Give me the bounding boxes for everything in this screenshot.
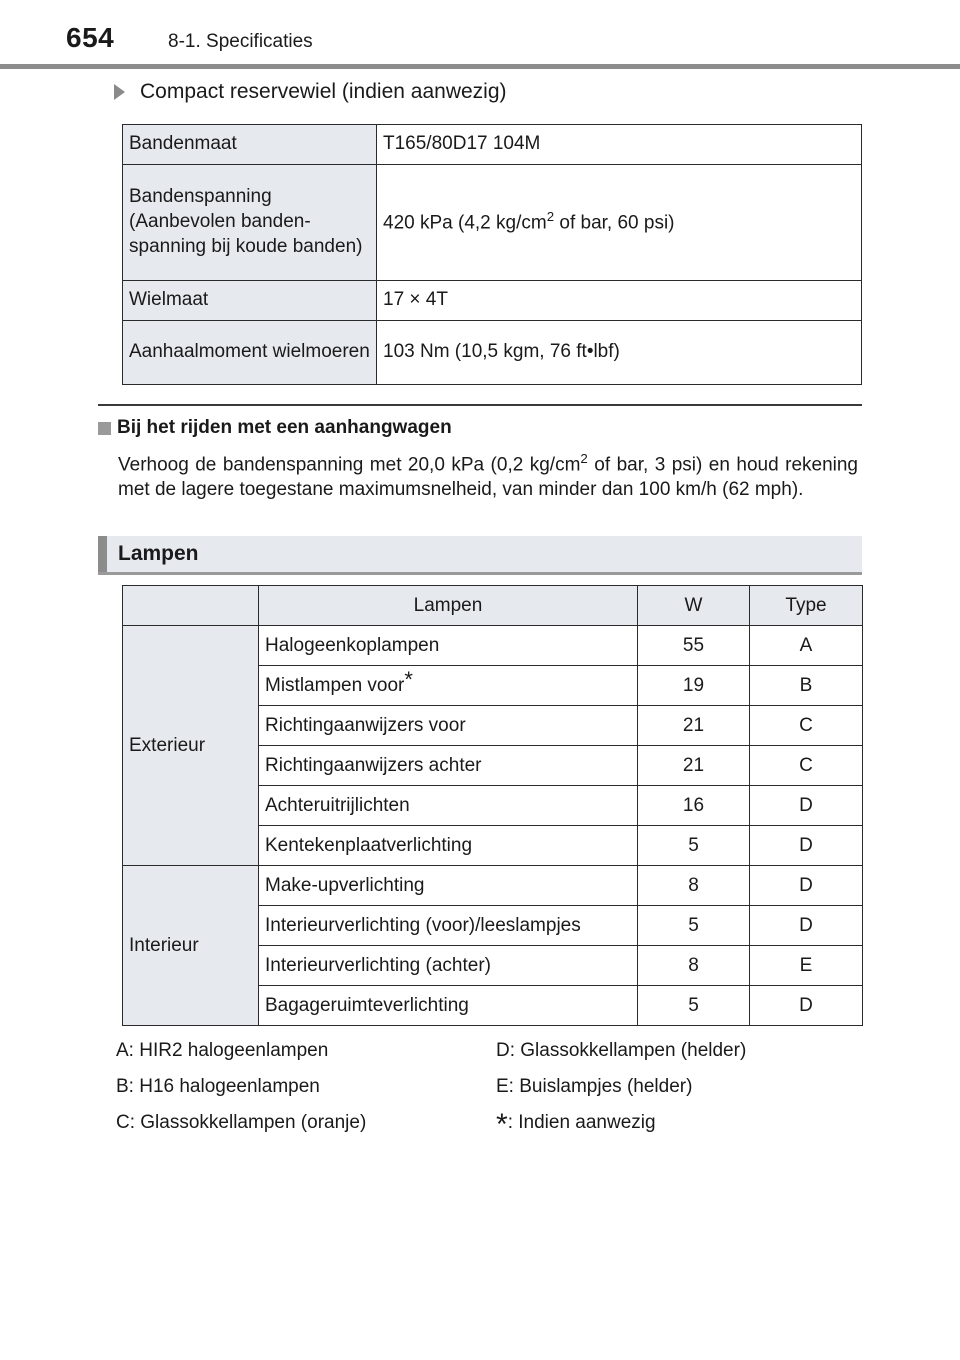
lamp-wattage: 16 bbox=[638, 786, 750, 826]
spec-value: 17 × 4T bbox=[377, 281, 862, 321]
lamp-name: Interieurverlichting (voor)/leeslampjes bbox=[259, 906, 638, 946]
lamp-type: C bbox=[750, 746, 863, 786]
triangle-bullet-icon bbox=[114, 84, 125, 100]
page-header bbox=[0, 0, 960, 70]
lamp-name: Kentekenplaatverlichting bbox=[259, 826, 638, 866]
note-text: of bar, 3 psi) en houd rekening met de lagere toegestane maximumsnelheid, van minder dan 100 km/h (62 mph). bbox=[118, 454, 858, 501]
lamp-name: Halogeenkoplampen bbox=[259, 626, 638, 666]
section-reference: 8-1. Specificaties bbox=[168, 31, 313, 52]
legend-item: E: Buislampjes (helder) bbox=[496, 1076, 693, 1097]
lamp-type: C bbox=[750, 706, 863, 746]
compact-spare-heading-text: Compact reservewiel (indien aanwezig) bbox=[140, 80, 507, 103]
page-number: 654 bbox=[66, 22, 115, 53]
superscript: 2 bbox=[546, 209, 555, 225]
spec-label: Wielmaat bbox=[123, 281, 377, 321]
lamp-type: B bbox=[750, 666, 863, 706]
group-label: Interieur bbox=[123, 866, 259, 1026]
lamp-wattage: 8 bbox=[638, 946, 750, 986]
section-divider bbox=[98, 404, 862, 406]
table-row bbox=[123, 281, 862, 321]
column-header bbox=[123, 586, 259, 626]
lamps-section-title: Lampen bbox=[118, 542, 199, 565]
spec-value-text: of bar, 60 psi) bbox=[554, 212, 675, 234]
lamp-type: E bbox=[750, 946, 863, 986]
superscript: 2 bbox=[580, 451, 588, 466]
lamp-wattage: 5 bbox=[638, 986, 750, 1026]
note-text: Verhoog de bandenspanning met 20,0 kPa (0,2 kg/cm bbox=[118, 454, 581, 476]
lamp-wattage: 21 bbox=[638, 706, 750, 746]
column-header: Type bbox=[750, 586, 863, 626]
lamp-type: D bbox=[750, 786, 863, 826]
spec-label: Bandenspanning (Aanbevolen banden-spanning bij koude banden) bbox=[123, 165, 377, 281]
compact-spare-table bbox=[122, 124, 862, 385]
table-row bbox=[123, 321, 862, 385]
lamp-name: Richtingaanwijzers voor bbox=[259, 706, 638, 746]
lamps-section-header bbox=[98, 536, 862, 575]
footnote-mark: * bbox=[496, 1108, 508, 1141]
compact-spare-heading bbox=[114, 80, 507, 104]
footnote-text: : Indien aanwezig bbox=[507, 1112, 656, 1133]
table-row bbox=[123, 125, 862, 165]
table-row bbox=[123, 866, 863, 906]
legend-item: C: Glassokkellampen (oranje) bbox=[116, 1112, 367, 1133]
table-header-row bbox=[123, 586, 863, 626]
table-row bbox=[123, 165, 862, 281]
spec-value: T165/80D17 104M bbox=[377, 125, 862, 165]
trailer-note-title bbox=[98, 417, 452, 439]
spec-value: 103 Nm (10,5 kgm, 76 ft•lbf) bbox=[377, 321, 862, 385]
lamp-type: D bbox=[750, 866, 863, 906]
spec-label: Aanhaalmoment wielmoeren bbox=[123, 321, 377, 385]
footnote-mark: * bbox=[404, 666, 413, 692]
trailer-note-body bbox=[118, 446, 858, 502]
lamp-wattage: 8 bbox=[638, 866, 750, 906]
lamp-name: Make-upverlichting bbox=[259, 866, 638, 906]
lamp-name: Richtingaanwijzers achter bbox=[259, 746, 638, 786]
lamp-wattage: 55 bbox=[638, 626, 750, 666]
table-row bbox=[123, 626, 863, 666]
lamp-name: Achteruitrijlichten bbox=[259, 786, 638, 826]
lamp-wattage: 19 bbox=[638, 666, 750, 706]
legend-item: B: H16 halogeenlampen bbox=[116, 1076, 320, 1097]
column-header: Lampen bbox=[259, 586, 638, 626]
spec-value-text: 420 kPa (4,2 kg/cm bbox=[383, 212, 547, 234]
lamp-name: Interieurverlichting (achter) bbox=[259, 946, 638, 986]
lamp-name bbox=[259, 666, 638, 706]
group-label: Exterieur bbox=[123, 626, 259, 866]
lamp-type: D bbox=[750, 826, 863, 866]
lamp-type: D bbox=[750, 906, 863, 946]
lamp-type: A bbox=[750, 626, 863, 666]
lamps-table bbox=[122, 585, 863, 1026]
section-stripe bbox=[98, 536, 107, 572]
header-rule bbox=[0, 64, 960, 69]
trailer-note-title-text: Bij het rijden met een aanhangwagen bbox=[117, 417, 452, 438]
lamp-wattage: 5 bbox=[638, 906, 750, 946]
footnote bbox=[496, 1108, 656, 1141]
lamp-name: Bagageruimteverlichting bbox=[259, 986, 638, 1026]
spec-label: Bandenmaat bbox=[123, 125, 377, 165]
column-header: W bbox=[638, 586, 750, 626]
legend-item: D: Glassokkellampen (helder) bbox=[496, 1040, 747, 1061]
legend-item: A: HIR2 halogeenlampen bbox=[116, 1040, 329, 1061]
lamp-name-text: Mistlampen voor bbox=[265, 674, 405, 696]
square-bullet-icon bbox=[98, 422, 111, 435]
lamp-type: D bbox=[750, 986, 863, 1026]
lamp-wattage: 21 bbox=[638, 746, 750, 786]
spec-value bbox=[377, 165, 862, 281]
lamp-wattage: 5 bbox=[638, 826, 750, 866]
